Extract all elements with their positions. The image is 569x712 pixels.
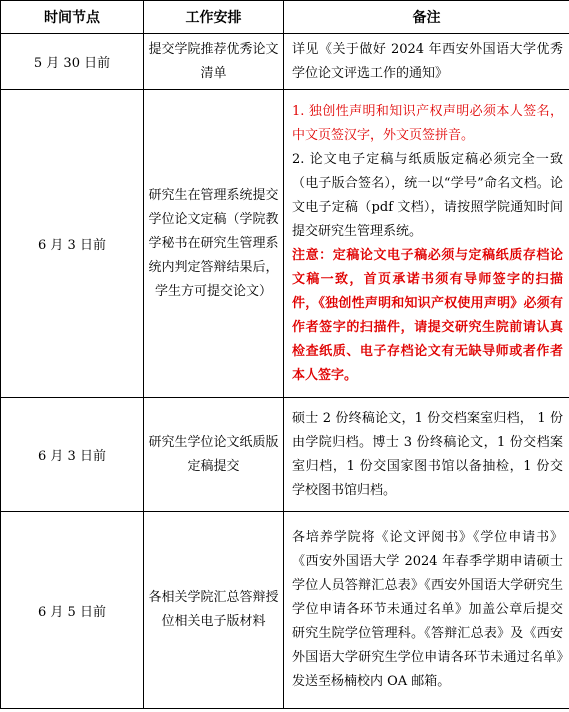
table-row (1, 90, 569, 398)
time-cell: 6 月 3 日前 (1, 398, 144, 512)
time-cell: 6 月 3 日前 (1, 90, 144, 398)
time-cell: 6 月 5 日前 (1, 512, 144, 709)
table-row (1, 398, 569, 512)
note-cell: 详见《关于做好 2024 年西安外国语大学优秀学位论文评选工作的通知》 (284, 34, 569, 90)
header-task: 工作安排 (144, 1, 284, 34)
note-red-text: 1. 独创性声明和知识产权声明必须本人签名，中文页签汉字，外文页签拼音。 (292, 103, 563, 143)
time-cell: 5 月 30 日前 (1, 34, 144, 90)
table-row (1, 512, 569, 709)
note-cell (284, 90, 569, 398)
table-row (1, 34, 569, 90)
task-cell: 提交学院推荐优秀论文清单 (144, 34, 284, 90)
task-cell: 研究生在管理系统提交学位论文定稿（学院教学秘书在研究生管理系统内判定答辩结果后，学生方可提交论文） (144, 90, 284, 398)
note-cell: 硕士 2 份终稿论文，1 份交档案室归档， 1 份由学院归档。博士 3 份终稿论文，1 份交档案室归档，1 份交国家图书馆以备抽检，1 份交学校图书馆归档。 (284, 398, 569, 512)
note-text: 2. 论文电子定稿与纸质版定稿必须完全一致（电子版合签名），统一以“学号”命名文档。论文电子定稿（pdf 文档），请按照学院通知时间提交研究生管理系统。 (292, 151, 563, 239)
header-time: 时间节点 (1, 1, 144, 34)
header-note: 备注 (284, 1, 569, 34)
note-cell: 各培养学院将《论文评阅书》《学位申请书》《西安外国语大学 2024 年春季学期申请硕士学位人员答辩汇总表》《西安外国语大学研究生学位申请各环节未通过名单》加盖公章后提交研究生院学位管理科。《答辩汇总表》及《西安外国语大学研究生学位申请各环节未通过名单》发送至杨楠校内 OA 邮箱。 (284, 512, 569, 709)
task-cell: 研究生学位论文纸质版定稿提交 (144, 398, 284, 512)
task-cell: 各相关学院汇总答辩授位相关电子版材料 (144, 512, 284, 709)
note-warning-text: 注意：定稿论文电子稿必须与定稿纸质存档论文稿一致，首页承诺书须有导师签字的扫描件，《独创性声明和知识产权使用声明》必须有作者签字的扫描件，请提交研究生院前请认真检查纸质、电子存档论文有无缺导师或者作者本人签字。 (292, 247, 563, 383)
table-header-row (1, 1, 569, 34)
